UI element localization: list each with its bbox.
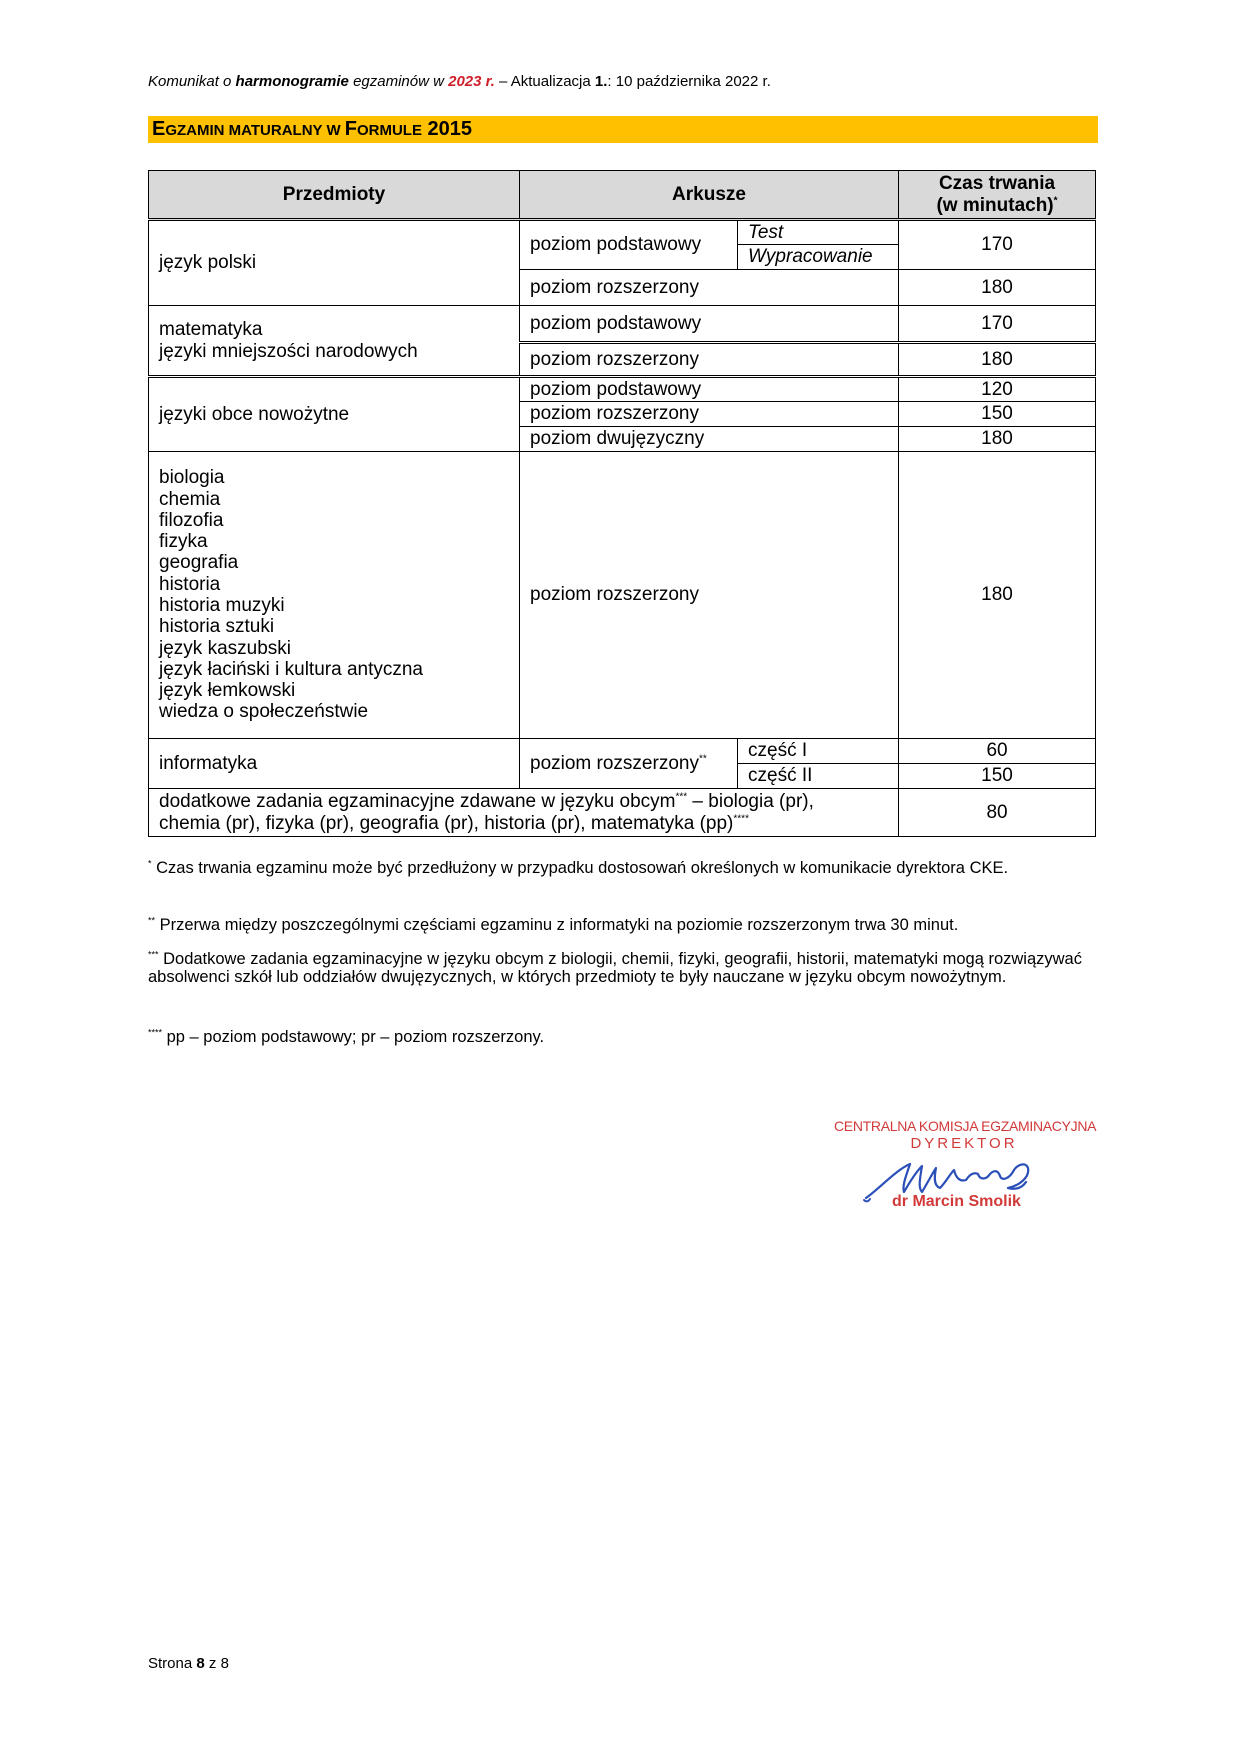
additional-text-1: dodatkowe zadania egzaminacyjne zdawane w języku obcym [159, 791, 676, 813]
title-smallcaps-2: ORMULE [356, 122, 422, 139]
title-smallcaps-1: GZAMIN MATURALNY W [165, 122, 345, 139]
subject-cell-polski: język polski [149, 220, 520, 306]
page-label: Strona [148, 1655, 197, 1672]
subject-item: język łemkowski [159, 680, 296, 702]
table-row [149, 739, 1096, 764]
additional-tasks-cell [149, 789, 899, 837]
subject-minority-languages: języki mniejszości narodowych [159, 340, 418, 362]
header-keyword: harmonogramie [235, 73, 349, 90]
table-row [149, 789, 1096, 837]
duration-cell: 180 [899, 452, 1096, 739]
header-subjects: Przedmioty [149, 171, 520, 220]
sheet-test: Test [738, 220, 899, 245]
subject-item: chemia [159, 488, 221, 510]
stamp-institution: CENTRALNA KOMISJA EGZAMINACYJNA [834, 1118, 1097, 1134]
duration-cell: 60 [899, 739, 1096, 764]
footnote-mark: *** [675, 791, 688, 803]
title-initial-e: E [152, 118, 166, 140]
footnote-3 [148, 950, 1088, 987]
header-update-number: 1. [594, 73, 608, 90]
level-cell: poziom podstawowy [520, 306, 899, 343]
level-cell: poziom rozszerzony [520, 343, 899, 377]
table-row [149, 377, 1096, 402]
level-cell: poziom rozszerzony [520, 452, 899, 739]
duration-cell: 170 [899, 306, 1096, 343]
footnote-mark: *** [148, 949, 159, 960]
additional-text-2: – biologia (pr), [687, 791, 814, 813]
page-total: 8 [220, 1655, 229, 1672]
sheet-part-1: część I [738, 739, 899, 764]
subject-item: historia muzyki [159, 595, 285, 616]
subject-cell-extended-group [149, 452, 520, 739]
subject-item: fizyka [159, 531, 208, 553]
subject-cell-foreign: języki obce nowożytne [149, 377, 520, 452]
header-duration-line1: Czas trwania [938, 173, 1056, 195]
footnote-mark: ** [698, 753, 707, 765]
header-duration-line2: (w minutach) [936, 194, 1054, 216]
table-row [149, 306, 1096, 343]
duration-cell: 170 [899, 220, 1096, 270]
duration-cell: 120 [899, 377, 1096, 402]
level-cell: poziom dwujęzyczny [520, 427, 899, 452]
sheet-part-2: część II [738, 764, 899, 789]
subject-item: język kaszubski [159, 637, 291, 659]
header-text-2: egzaminów w [348, 73, 449, 90]
subject-cell-informatyka: informatyka [149, 739, 520, 789]
header-text-1: Komunikat o [148, 73, 236, 90]
document-header [148, 73, 771, 90]
title-initial-f: F [344, 118, 357, 140]
header-text-3: – Aktualizacja [494, 73, 595, 90]
footnote-mark: * [148, 858, 152, 869]
footnote-4 [148, 1028, 1088, 1046]
footnote-1 [148, 859, 1088, 877]
subject-item: historia sztuki [159, 616, 275, 638]
page-current: 8 [196, 1655, 205, 1672]
sheet-essay: Wypracowanie [738, 245, 899, 270]
subject-item: wiedza o społeczeństwie [159, 701, 369, 723]
table-row [149, 452, 1096, 739]
header-update-date: : 10 października 2022 r. [607, 73, 771, 90]
subject-item: geografia [159, 552, 239, 574]
duration-cell: 80 [899, 789, 1096, 837]
level-text: poziom rozszerzony [530, 752, 699, 774]
footnote-text: Przerwa między poszczególnymi częściami egzaminu z informatyki na poziomie rozszerzonym trwa 30 minut. [155, 916, 959, 934]
level-cell [520, 739, 738, 789]
footnote-text: Czas trwania egzaminu może być przedłużony w przypadku dostosowań określonych w komunikacie dyrektora CKE. [151, 859, 1009, 877]
subject-item: filozofia [159, 509, 224, 531]
duration-cell: 150 [899, 402, 1096, 427]
duration-cell: 180 [899, 427, 1096, 452]
director-stamp [834, 1118, 1097, 1223]
level-cell: poziom podstawowy [520, 377, 899, 402]
header-year: 2023 r. [448, 73, 495, 90]
header-sheets: Arkusze [520, 171, 899, 220]
header-duration [899, 171, 1096, 220]
footnote-mark: **** [733, 813, 749, 825]
stamp-role: DYREKTOR [910, 1135, 1018, 1152]
footnote-2 [148, 916, 1088, 934]
duration-cell: 180 [899, 270, 1096, 306]
duration-cell: 150 [899, 764, 1096, 789]
subject-item: język łaciński i kultura antyczna [159, 658, 423, 680]
level-cell: poziom podstawowy [520, 220, 738, 270]
section-title [148, 116, 1098, 143]
subject-math: matematyka [159, 319, 263, 341]
additional-text-3: chemia (pr), fizyka (pr), geografia (pr), historia (pr), matematyka (pp) [159, 812, 734, 834]
subject-item: historia [159, 573, 221, 595]
table-header-row [149, 171, 1096, 220]
level-cell: poziom rozszerzony [520, 402, 899, 427]
footnote-text: Dodatkowe zadania egzaminacyjne w języku obcym z biologii, chemii, fizyki, geografii, historii, matematyki mogą rozwiązywać absolwenci szkół lub oddziałów dwujęzycznych, w których przedmioty te były nauczane w języku obcym nowożytnym. [148, 950, 1082, 987]
footnote-mark: **** [148, 1027, 163, 1038]
level-cell: poziom rozszerzony [520, 270, 899, 306]
exam-schedule-table [148, 170, 1096, 837]
table-row [149, 220, 1096, 245]
page-of-label: z [204, 1655, 221, 1672]
page-number [148, 1655, 229, 1672]
footnote-text: pp – poziom podstawowy; pr – poziom rozszerzony. [162, 1028, 545, 1046]
header-duration-footnote-mark: * [1053, 195, 1058, 207]
stamp-name: dr Marcin Smolik [892, 1193, 1021, 1210]
duration-cell: 180 [899, 343, 1096, 377]
footnote-mark: ** [148, 915, 156, 926]
title-year: 2015 [421, 118, 473, 140]
subject-cell-math [149, 306, 520, 377]
subject-item: biologia [159, 467, 225, 489]
